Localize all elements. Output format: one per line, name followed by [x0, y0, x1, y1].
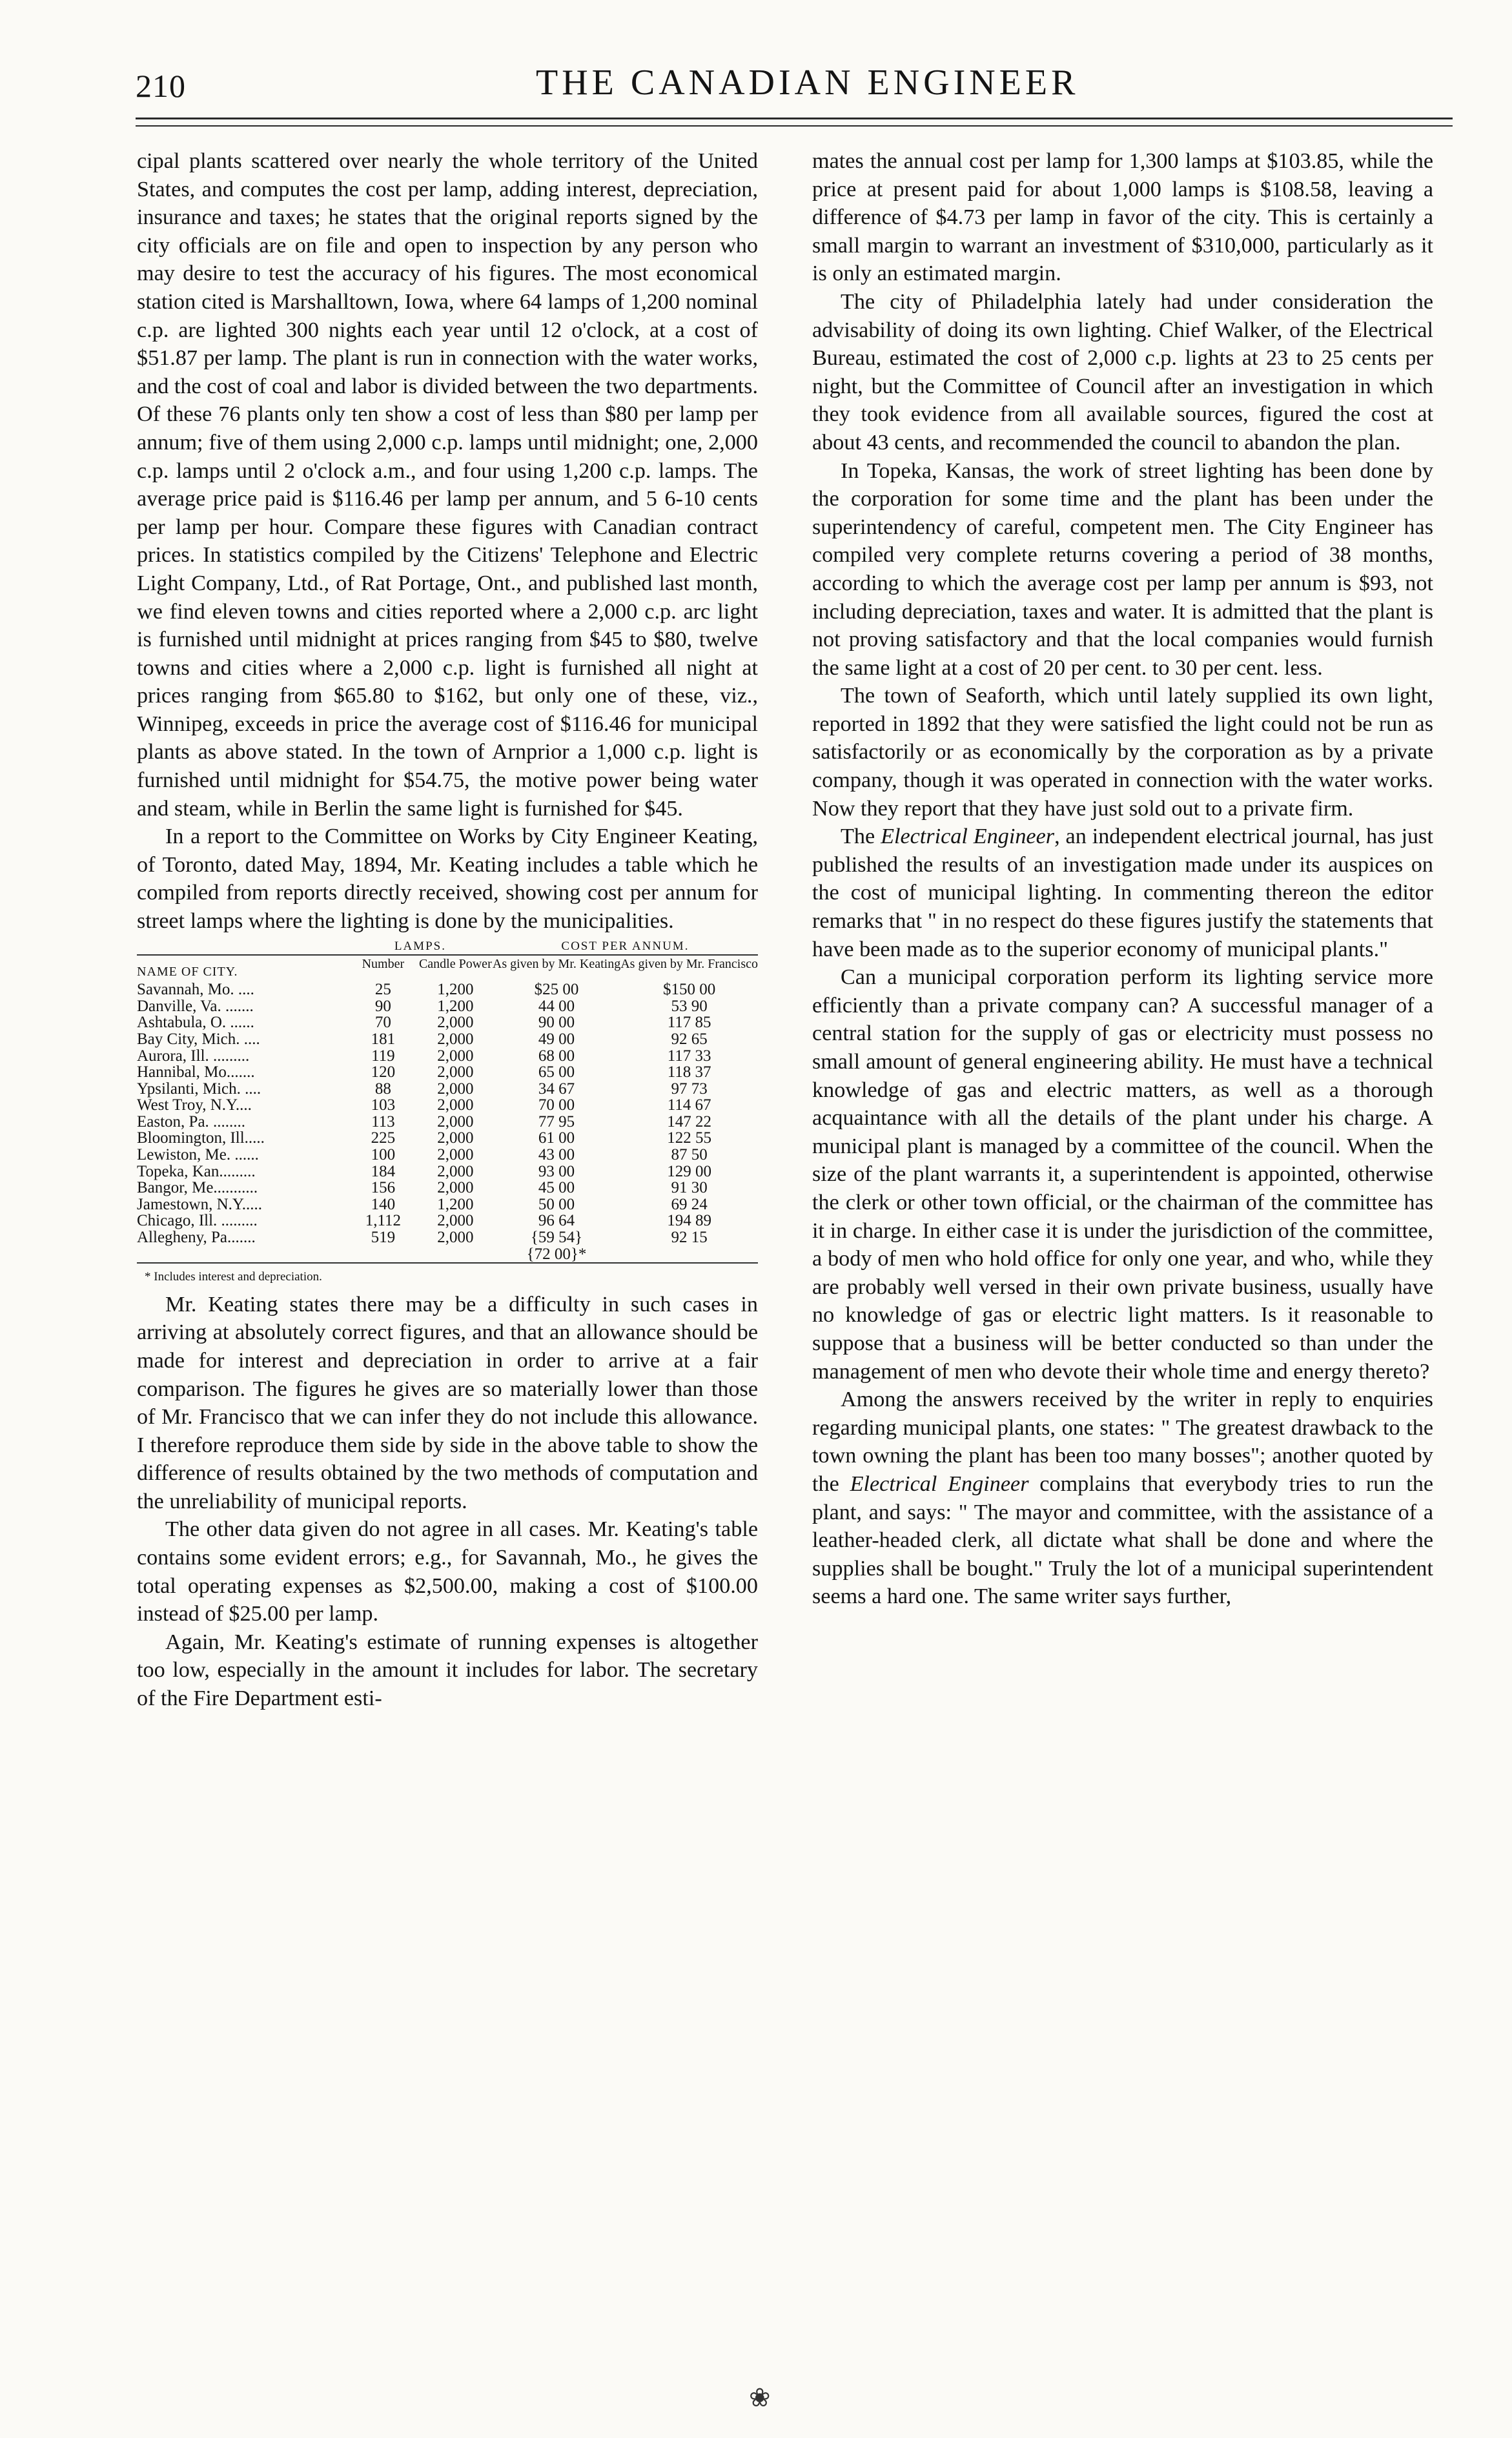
power-cell: 2,000 — [437, 1162, 474, 1180]
number-cell: 225 — [371, 1129, 396, 1147]
city-cell: Bloomington, Ill..... — [137, 1129, 265, 1147]
keating-cell: $25 00 — [534, 981, 579, 999]
paragraph: cipal plants scattered over nearly the whole territory of the United States, and computes the cost per lamp, adding interest, depreciation, insurance and taxes; he states that the original reports signed by the city officials are on file and open to inspection by any person who may desire to test the accuracy of his figures. The most economical station cited is Marshalltown, Iowa, where 64 lamps of 1,200 nominal c.p. are lighted 300 nights each year until 12 o'clock, at a cost of $51.87 per lamp. The plant is run in connection with the water works, and the cost of coal and labor is divided between the two departments. Of these 76 plants only ten show a cost of less than $80 per lamp per annum; five of them using 2,000 c.p. lamps until midnight; one, 2,000 c.p. lamps until 2 o'clock a.m., and four using 1,200 c.p. lamps. The average price paid is $116.46 per lamp per annum, and 5 6-10 cents per lamp per hour. Compare these figures with Canadian contract prices. In statistics compiled by the Citizens' Telephone and Electric Light Company, Ltd., of Rat Portage, Ont., and published last month, we find eleven towns and cities reported where a 2,000 c.p. arc light is furnished until midnight at prices ranging from $45 to $80, twelve towns and cities where a 2,000 c.p. light is furnished all night at prices ranging from $65.80 to $162, but only one of these, viz., Winnipeg, exceeds in price the average cost of $116.46 for municipal plants as above stated. In the town of Arnprior a 1,000 c.p. light is furnished until midnight for $54.75, the motive power being water and steam, while in Berlin the same light is furnished for $45. — [137, 149, 758, 821]
power-cell: 1,200 — [437, 981, 474, 999]
paragraph: In Topeka, Kansas, the work of street lighting has been done by the corporation for some time and the plant has been under the superintendency of careful, competent men. The City Engineer has compiled very complete returns covering a period of 38 months, according to which the average cost per lamp per annum is $93, not including depreciation, taxes and water. It is admitted that the plant is not proving satisfactory and that the local companies would furnish the same light at a cost of 20 per cent. to 30 per cent. less. — [812, 458, 1433, 680]
francisco-cell: 69 24 — [671, 1195, 708, 1213]
paragraph: The town of Seaforth, which until lately supplied its own light, reported in 1892 that they were satisfied the light could not be run as satisfactorily or as economically by the corporation as by a private company, though it was operated in connection with the water works. Now they report that they have just sold out to a private firm. — [812, 684, 1433, 821]
power-cell: 2,000 — [437, 1096, 474, 1114]
table-row — [137, 1031, 758, 1048]
keating-cell: {59 54} {72 00}* — [526, 1229, 587, 1263]
text: complains that everybody tries to run the plant, and says: " The mayor and committee, with the assistance of a leather-headed clerk, all dictate what shall be done and where the supplies shall be bought." Truly the lot of a municipal superintendent seems a hard one. The same writer says further, — [812, 1471, 1433, 1609]
number-cell: 519 — [371, 1229, 396, 1247]
header-rule — [136, 118, 1453, 119]
city-cell: Savannah, Mo. .... — [137, 981, 254, 999]
city-cell: Jamestown, N.Y..... — [137, 1195, 262, 1213]
text: The — [841, 825, 881, 849]
power-cell: 2,000 — [437, 1030, 474, 1048]
col-keating: As given by Mr. Keating — [493, 955, 620, 979]
city-cell: Easton, Pa. ........ — [137, 1112, 246, 1131]
right-column — [812, 147, 1433, 1611]
city-cell: Aurora, Ill. ......... — [137, 1047, 250, 1065]
col-name: NAME OF CITY. — [137, 955, 348, 979]
group-cost: COST PER ANNUM. — [561, 939, 690, 953]
group-lamps: LAMPS. — [394, 939, 446, 953]
number-cell: 119 — [371, 1047, 395, 1065]
power-cell: 2,000 — [437, 1014, 474, 1032]
city-cell: Allegheny, Pa....... — [137, 1229, 256, 1247]
table-row — [137, 1229, 758, 1263]
keating-cell: 45 00 — [538, 1179, 575, 1197]
francisco-cell: 97 73 — [671, 1080, 708, 1098]
city-cell: Bay City, Mich. .... — [137, 1030, 260, 1048]
table-row — [137, 1081, 758, 1098]
paragraph: The city of Philadelphia lately had under consideration the advisability of doing its own lighting. Chief Walker, of the Electrical Bureau, estimated the cost of 2,000 c.p. lights at 23 to 25 cents per night, but the Committee of Council after an investigation in which they took evidence from all available sources, figured the cost at about 43 cents, and recommended the council to abandon the plan. — [812, 289, 1433, 455]
power-cell: 1,200 — [437, 997, 474, 1015]
francisco-cell: 114 67 — [667, 1096, 711, 1114]
number-cell: 120 — [371, 1063, 396, 1081]
paragraph: Again, Mr. Keating's estimate of running expenses is altogether too low, especially in the amount it includes for labor. The secretary of the Fire Department esti- — [137, 1630, 758, 1711]
table-row — [137, 1213, 758, 1229]
city-cell: Danville, Va. ....... — [137, 997, 254, 1015]
page-number: 210 — [136, 68, 186, 104]
table-row — [137, 979, 758, 998]
paragraph: Can a municipal corporation perform its lighting service more efficiently than a private company can? A successful manager of a central station for the supply of gas or electricity must possess no small amount of general engineering ability. He must have a technical knowledge of gas and electric matters, as well as a thorough acquaintance with all the details of the plant under his charge. A municipal plant is managed by a committee of the council. When the size of the plant warrants it, a superintendent is appointed, otherwise the clerk or other town official, or the chairman of the committee has it in charge. In either case it is under the jurisdiction of the committee, a body of men who hold office for only one year, and who, while they are probably well versed in their own private business, usually have no knowledge of gas or electric light matters. Is it reasonable to suppose that a business will be better conducted so than under the management of men who devote their whole time and energy thereto? — [812, 965, 1433, 1384]
table-row — [137, 998, 758, 1015]
header-rule-thin — [136, 125, 1453, 127]
keating-cell: 70 00 — [538, 1096, 575, 1114]
number-cell: 88 — [374, 1080, 391, 1098]
col-power: Candle Power — [418, 955, 493, 979]
page-header — [136, 62, 1453, 133]
paragraph — [812, 1386, 1433, 1611]
text: Among the answers received by the writer in reply to enquiries regarding municipal plants, one states: " The greatest drawback to the town owning the plant has been too many bosses"; another quoted by the — [812, 1388, 1433, 1496]
keating-cell: 93 00 — [538, 1162, 575, 1180]
number-cell: 100 — [371, 1146, 396, 1164]
keating-cell: 50 00 — [538, 1195, 575, 1213]
cost-table — [137, 938, 758, 1286]
francisco-cell: 194 89 — [667, 1212, 711, 1230]
keating-cell: 90 00 — [538, 1014, 575, 1032]
francisco-cell: 53 90 — [671, 997, 708, 1015]
table-row — [137, 1097, 758, 1114]
city-cell: Bangor, Me........... — [137, 1179, 258, 1197]
power-cell: 2,000 — [437, 1080, 474, 1098]
power-cell: 1,200 — [437, 1195, 474, 1213]
table-row — [137, 1163, 758, 1180]
paragraph: Mr. Keating states there may be a difficulty in such cases in arriving at absolutely correct figures, and that an allowance should be made for interest and depreciation in order to arrive at a fair comparison. The figures he gives are so materially lower than those of Mr. Francisco that we can infer they do not include this allowance. I therefore reproduce them side by side in the above table to show the difference of results obtained by the two methods of computation and the unreliability of municipal reports. — [137, 1292, 758, 1513]
number-cell: 90 — [374, 997, 391, 1015]
table-row — [137, 1014, 758, 1031]
number-cell: 25 — [374, 981, 391, 999]
keating-cell: 61 00 — [538, 1129, 575, 1147]
power-cell: 2,000 — [437, 1179, 474, 1197]
city-cell: Lewiston, Me. ...... — [137, 1146, 259, 1164]
keating-cell: 68 00 — [538, 1047, 575, 1065]
number-cell: 181 — [371, 1030, 396, 1048]
table-row — [137, 1114, 758, 1131]
francisco-cell: $150 00 — [662, 981, 716, 999]
number-cell: 113 — [371, 1112, 395, 1131]
city-cell: Chicago, Ill. ......... — [137, 1212, 258, 1230]
power-cell: 2,000 — [437, 1229, 474, 1247]
keating-cell: 43 00 — [538, 1146, 575, 1164]
city-cell: Topeka, Kan......... — [137, 1162, 256, 1180]
table-bottom-rule — [137, 1263, 758, 1267]
number-cell: 156 — [371, 1179, 396, 1197]
power-cell: 2,000 — [437, 1129, 474, 1147]
text: , an independent electrical journal, has just published the results of an investigation made under its auspices on the cost of municipal lighting. In commenting thereon the editor remarks that " in no respect do these figures justify the statements that have been made as to the superior economy of municipal plants." — [812, 825, 1433, 961]
keating-cell: 49 00 — [538, 1030, 575, 1048]
number-cell: 70 — [374, 1014, 391, 1032]
francisco-cell: 92 15 — [671, 1229, 708, 1247]
paragraph — [812, 823, 1433, 963]
table-header — [137, 955, 758, 979]
francisco-cell: 92 65 — [671, 1030, 708, 1048]
keating-cell: 77 95 — [538, 1112, 575, 1131]
keating-cell: 96 64 — [538, 1212, 575, 1230]
francisco-cell: 147 22 — [667, 1112, 711, 1131]
number-cell: 103 — [371, 1096, 396, 1114]
journal-name: Electrical Engineer — [850, 1471, 1029, 1496]
power-cell: 2,000 — [437, 1063, 474, 1081]
table-body — [137, 979, 758, 1263]
col-francisco: As given by Mr. Francisco — [620, 955, 758, 979]
page-ornament-icon: ❀ — [749, 2383, 771, 2412]
francisco-cell: 91 30 — [671, 1179, 708, 1197]
city-cell: Ashtabula, O. ...... — [137, 1014, 254, 1032]
table-row — [137, 1180, 758, 1196]
number-cell: 1,112 — [365, 1212, 402, 1230]
col-number: Number — [348, 955, 418, 979]
keating-cell: 34 67 — [538, 1080, 575, 1098]
francisco-cell: 87 50 — [671, 1146, 708, 1164]
paragraph: In a report to the Committee on Works by City Engineer Keating, of Toronto, dated May, 1894, Mr. Keating includes a table which he compiled from reports directly received, showing cost per annum for street lamps where the lighting is done by the municipalities. — [137, 825, 758, 934]
keating-cell: 44 00 — [538, 997, 575, 1015]
journal-title: THE CANADIAN ENGINEER — [536, 63, 1079, 103]
power-cell: 2,000 — [437, 1112, 474, 1131]
number-cell: 140 — [371, 1195, 396, 1213]
city-cell: West Troy, N.Y.... — [137, 1096, 252, 1114]
city-cell: Ypsilanti, Mich. .... — [137, 1080, 261, 1098]
table-footnote: * Includes interest and depreciation. — [145, 1270, 322, 1284]
city-cell: Hannibal, Mo....... — [137, 1063, 255, 1081]
power-cell: 2,000 — [437, 1212, 474, 1230]
francisco-cell: 122 55 — [667, 1129, 711, 1147]
power-cell: 2,000 — [437, 1047, 474, 1065]
number-cell: 184 — [371, 1162, 396, 1180]
journal-name: Electrical Engineer — [881, 825, 1055, 849]
francisco-cell: 117 85 — [667, 1014, 711, 1032]
francisco-cell: 117 33 — [667, 1047, 711, 1065]
table-row — [137, 1196, 758, 1213]
keating-cell: 65 00 — [538, 1063, 575, 1081]
francisco-cell: 118 37 — [667, 1063, 711, 1081]
francisco-cell: 129 00 — [667, 1162, 711, 1180]
table-row — [137, 1048, 758, 1065]
paragraph: mates the annual cost per lamp for 1,300 lamps at $103.85, while the price at present paid for about 1,000 lamps is $108.58, leaving a difference of $4.73 per lamp in favor of the city. This is certainly a small margin to warrant an investment of $310,000, particularly as it is only an estimated margin. — [812, 149, 1433, 286]
left-column — [137, 147, 758, 1713]
power-cell: 2,000 — [437, 1146, 474, 1164]
table-row — [137, 1130, 758, 1147]
paragraph: The other data given do not agree in all cases. Mr. Keating's table contains some evident errors; e.g., for Savannah, Mo., he gives the total operating expenses as $2,500.00, making a cost of $100.00 instead of $25.00 per lamp. — [137, 1517, 758, 1626]
table-row — [137, 1147, 758, 1163]
table-group-header — [137, 938, 758, 956]
table-row — [137, 1064, 758, 1081]
